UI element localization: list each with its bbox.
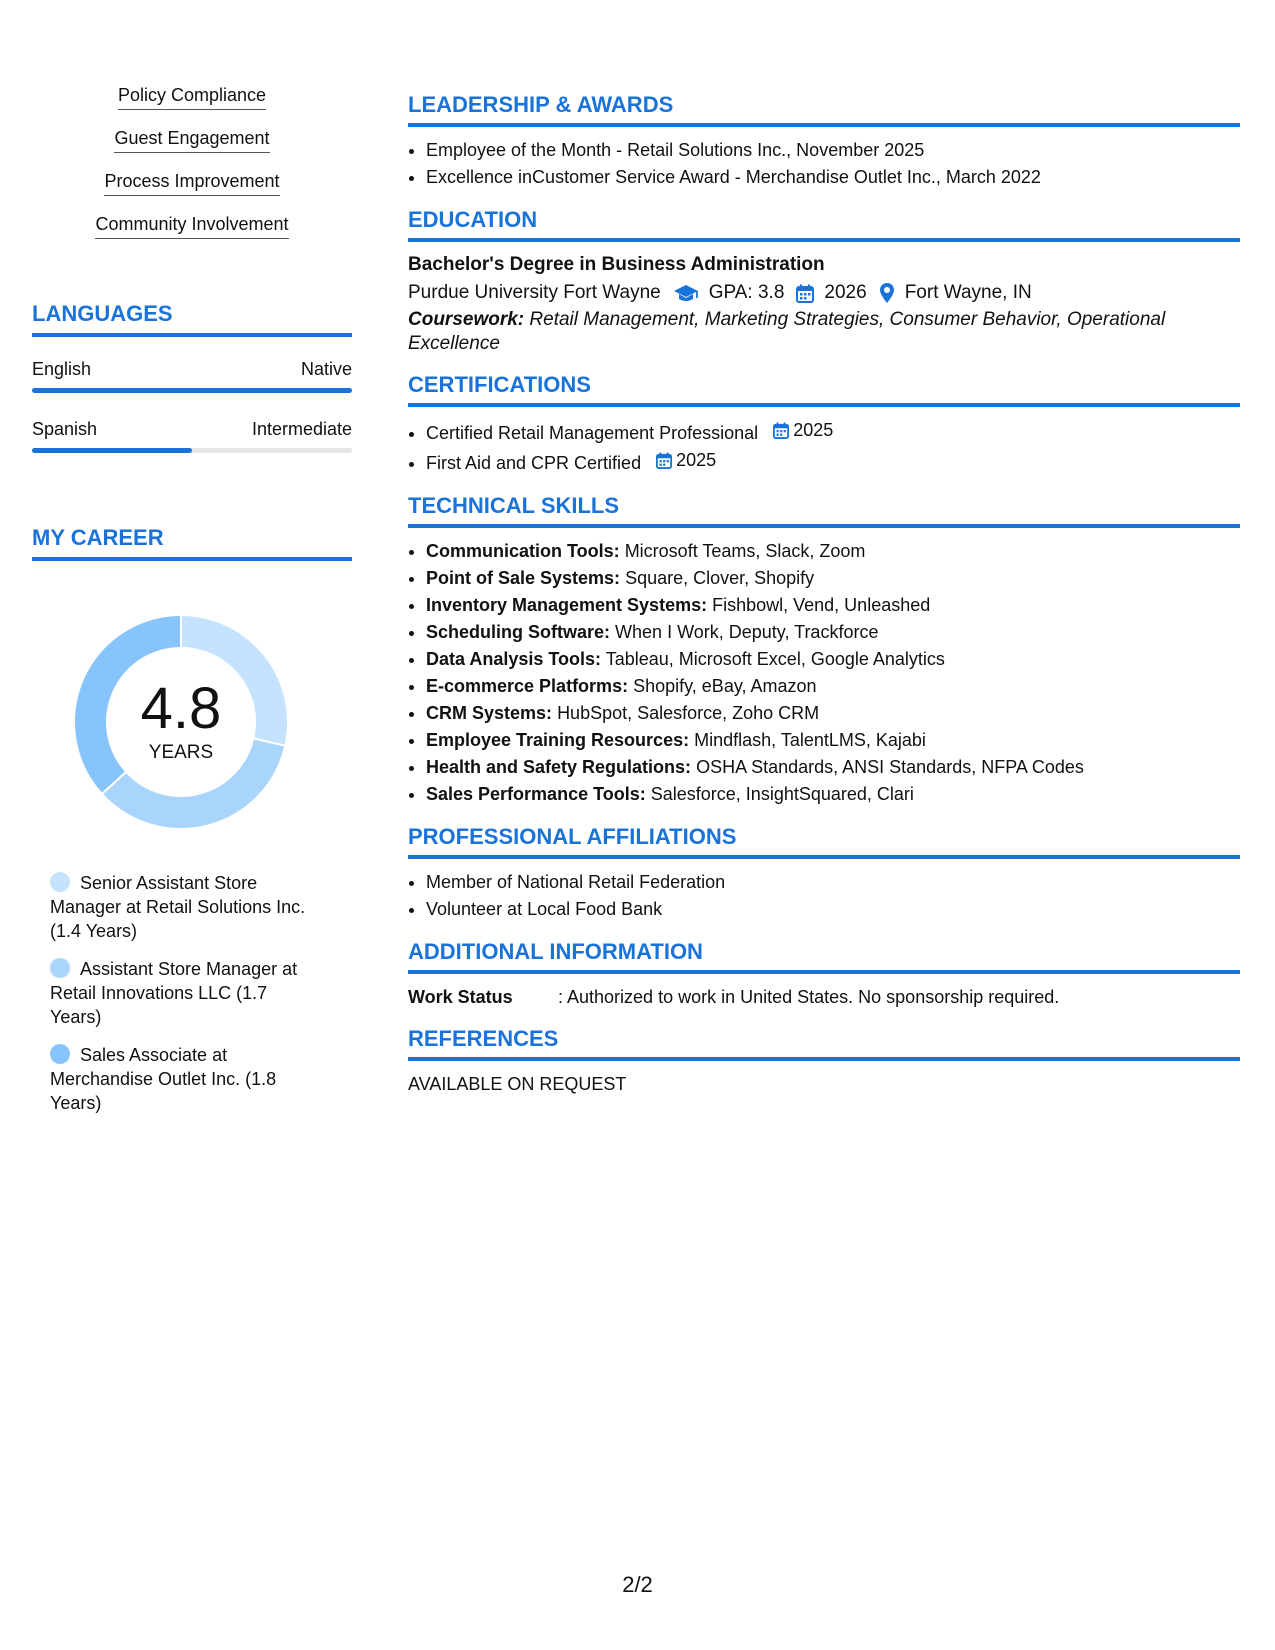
certifications-heading: CERTIFICATIONS	[408, 372, 1240, 407]
certification-year: 2025	[676, 450, 717, 470]
career-legend-item	[50, 871, 322, 943]
language-item	[32, 359, 352, 393]
career-heading: MY CAREER	[32, 525, 352, 561]
career-section	[32, 525, 352, 1115]
career-role: Senior Assistant Store Manager at Retail Solutions Inc. (1.4 Years)	[50, 873, 306, 941]
skill-category: Inventory Management Systems:	[426, 595, 708, 615]
list-item: • Member of National Retail Federation	[426, 869, 1240, 896]
skill-values: Tableau, Microsoft Excel, Google Analytics	[605, 649, 945, 669]
technical-skill-item	[426, 781, 1240, 808]
graduation-cap-icon	[673, 283, 699, 303]
skill-category: Communication Tools:	[426, 541, 620, 561]
skill-values: When I Work, Deputy, Trackforce	[615, 622, 879, 642]
education-gpa: GPA: 3.8	[708, 282, 785, 303]
education-degree: Bachelor's Degree in Business Administration	[408, 254, 825, 275]
additional-info-heading: ADDITIONAL INFORMATION	[408, 939, 1240, 974]
work-status-label: Work Status	[408, 987, 513, 1007]
technical-skill-item	[426, 538, 1240, 565]
left-column	[32, 84, 352, 1129]
education-section	[408, 207, 1240, 356]
language-bar-fill	[32, 448, 192, 453]
skill-tag: Guest Engagement	[114, 127, 269, 153]
skill-category: Health and Safety Regulations:	[426, 757, 692, 777]
technical-skill-item	[426, 754, 1240, 781]
skill-values: Square, Clover, Shopify	[625, 568, 815, 588]
certification-item	[426, 417, 1240, 447]
calendar-icon	[656, 452, 672, 469]
education-coursework	[408, 308, 1240, 356]
career-legend	[50, 871, 322, 1115]
technical-skill-item	[426, 619, 1240, 646]
career-total-unit: YEARS	[148, 742, 214, 763]
languages-section	[32, 301, 352, 453]
certification-name: First Aid and CPR Certified	[426, 453, 642, 473]
legend-dot-icon	[50, 1044, 70, 1064]
references-heading: REFERENCES	[408, 1026, 1240, 1061]
skill-values: Salesforce, InsightSquared, Clari	[650, 784, 914, 804]
skill-tag: Process Improvement	[104, 170, 279, 196]
right-column	[408, 92, 1240, 1113]
career-legend-item	[50, 957, 322, 1029]
language-bar	[32, 388, 352, 393]
skill-category: Scheduling Software:	[426, 622, 611, 642]
technical-skill-item	[426, 565, 1240, 592]
leadership-heading: LEADERSHIP & AWARDS	[408, 92, 1240, 127]
references-section	[408, 1026, 1240, 1097]
work-status-row	[408, 984, 1240, 1010]
coursework-text: Retail Management, Marketing Strategies, Consumer Behavior, Operational Excellence	[408, 309, 1166, 354]
skill-values: OSHA Standards, ANSI Standards, NFPA Codes	[696, 757, 1084, 777]
career-role: Assistant Store Manager at Retail Innovations LLC (1.7 Years)	[50, 959, 298, 1027]
calendar-icon	[796, 284, 814, 303]
education-heading: EDUCATION	[408, 207, 1240, 242]
skill-tag: Community Involvement	[95, 213, 288, 239]
references-text: AVAILABLE ON REQUEST	[408, 1074, 627, 1094]
language-bar	[32, 448, 352, 453]
affiliations-section	[408, 824, 1240, 923]
skill-values: Mindflash, TalentLMS, Kajabi	[694, 730, 926, 750]
language-level: Intermediate	[251, 419, 352, 439]
legend-dot-icon	[50, 958, 70, 978]
leadership-section	[408, 92, 1240, 191]
skill-values: Fishbowl, Vend, Unleashed	[712, 595, 931, 615]
skill-values: Shopify, eBay, Amazon	[633, 676, 817, 696]
skill-category: Sales Performance Tools:	[426, 784, 646, 804]
technical-skill-item	[426, 646, 1240, 673]
certification-name: Certified Retail Management Professional	[426, 423, 759, 443]
coursework-label: Coursework:	[408, 309, 525, 330]
language-level: Native	[300, 359, 352, 379]
skill-category: E-commerce Platforms:	[426, 676, 629, 696]
technical-skill-item	[426, 592, 1240, 619]
languages-heading: LANGUAGES	[32, 301, 352, 337]
list-item: • Excellence inCustomer Service Award - Merchandise Outlet Inc., March 2022	[426, 164, 1240, 191]
legend-dot-icon	[50, 872, 70, 892]
certification-item	[426, 447, 1240, 477]
work-status-value: : Authorized to work in United States. No sponsorship required.	[558, 987, 1060, 1007]
skill-category: Employee Training Resources:	[426, 730, 690, 750]
language-name: English	[32, 359, 92, 379]
technical-skills-section	[408, 493, 1240, 808]
technical-skill-item	[426, 700, 1240, 727]
skill-tags	[32, 84, 352, 256]
language-item	[32, 419, 352, 453]
skill-values: HubSpot, Salesforce, Zoho CRM	[557, 703, 820, 723]
skill-tag: Policy Compliance	[118, 84, 266, 110]
list-item: • Volunteer at Local Food Bank	[426, 896, 1240, 923]
location-pin-icon	[879, 282, 895, 304]
certification-year: 2025	[793, 420, 834, 440]
calendar-icon	[773, 422, 789, 439]
skill-category: Data Analysis Tools:	[426, 649, 602, 669]
education-year: 2026	[824, 282, 867, 303]
certifications-section	[408, 372, 1240, 477]
skill-category: Point of Sale Systems:	[426, 568, 621, 588]
career-role: Sales Associate at Merchandise Outlet Inc. (1.8 Years)	[50, 1045, 277, 1113]
language-bar-fill	[32, 388, 352, 393]
skill-category: CRM Systems:	[426, 703, 553, 723]
list-item: • Employee of the Month - Retail Solutions Inc., November 2025	[426, 137, 1240, 164]
skill-values: Microsoft Teams, Slack, Zoom	[624, 541, 866, 561]
technical-skills-heading: TECHNICAL SKILLS	[408, 493, 1240, 528]
career-total-value: 4.8	[140, 676, 222, 741]
career-legend-item	[50, 1043, 322, 1115]
page-number: 2/2	[622, 1572, 653, 1597]
affiliations-heading: PROFESSIONAL AFFILIATIONS	[408, 824, 1240, 859]
technical-skill-item	[426, 673, 1240, 700]
education-location: Fort Wayne, IN	[904, 282, 1032, 303]
language-name: Spanish	[32, 419, 98, 439]
education-details	[408, 278, 1240, 308]
education-school: Purdue University Fort Wayne	[408, 282, 661, 303]
additional-info-section	[408, 939, 1240, 1010]
technical-skill-item	[426, 727, 1240, 754]
career-donut	[66, 607, 296, 837]
